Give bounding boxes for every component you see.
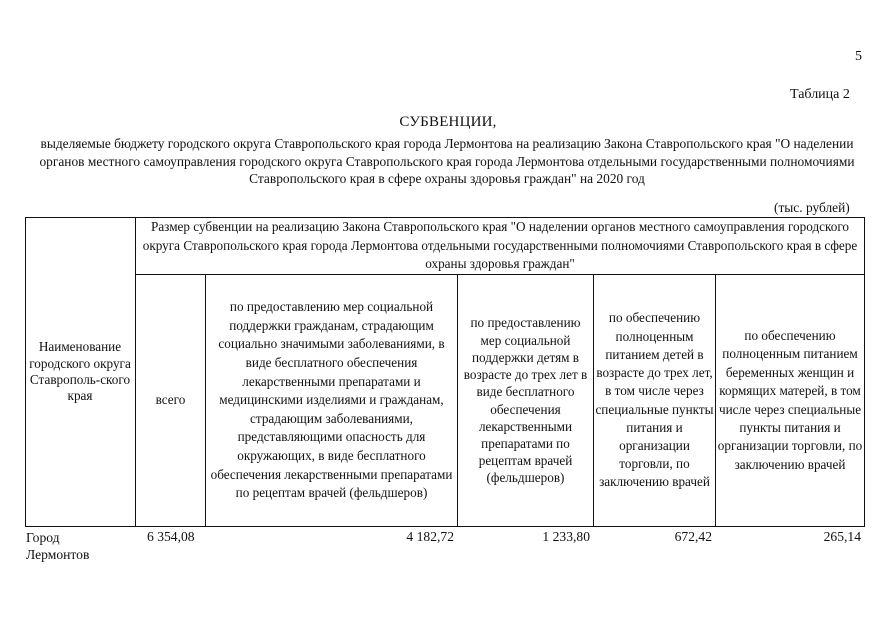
value-social-support: 4 182,72 [406,529,454,544]
header-col-children-medicine: по предоставлению мер социальной поддержки детям в возрасте до трех лет в виде бесплатного обеспечения лекарственными препаратами по рецептам врачей (фельдшеров) [463,315,588,486]
value-mothers-nutrition: 265,14 [823,529,861,544]
table-border-col4 [593,274,594,527]
header-col-mothers-nutrition: по обеспечению полноценным питанием беременных женщин и кормящих матерей, в том числе через специальные пункты питания и организации торговли, по заключению врачей [717,327,863,472]
document-title: СУБВЕНЦИИ, [399,114,497,130]
header-col-total: всего [155,392,186,408]
value-total: 6 354,08 [147,529,195,544]
table-border-col2 [205,274,206,527]
header-col-children-nutrition: по обеспечению полноценным питанием детей в возрасте до трех лет, в том числе через специальные пункты питания и организации торговли, по заключению врачей [595,310,714,490]
table-label: Таблица 2 [790,87,850,102]
value-children-medicine: 1 233,80 [542,529,590,544]
value-children-nutrition: 672,42 [674,529,712,544]
table-border-col3 [457,274,458,527]
table-border-col5 [715,274,716,527]
table-border-col1 [135,217,136,527]
page-number: 5 [855,49,862,64]
document-subtitle: выделяемые бюджету городского округа Ставропольского края города Лермонтова на реализацию Закона Ставропольского края "О наделении органов местного самоуправления городского округа Ставропольского края города Лермонтова отдельными государственными полномочиями Ставропольского края в сфере охраны здоровья граждан" на 2020 год [39,136,855,186]
table-border-right [864,217,865,527]
units-label: (тыс. рублей) [774,200,850,215]
table-border-header-bottom [25,526,865,527]
header-col-social-support: по предоставлению мер социальной поддержки гражданам, страдающим социально значимыми заболеваниями, в виде бесплатного обеспечения лекарственными препаратами и медицинскими изделиями и гражданам, страдающим заболеваниями, представляющими опасность для окружающих, в виде бесплатного обеспечения лекарственными препаратами по рецептам врачей (фельдшеров) [210,299,453,501]
header-subsidy-group: Размер субвенции на реализацию Закона Ставропольского края "О наделении органов местного самоуправления городского округа Ставропольского края города Лермонтова отдельными государственными полномочиями Ставропольского края в сфере охраны здоровья граждан" [142,219,858,272]
table-border-left [25,217,26,527]
row-municipality-name: Город Лермонтов [26,530,90,562]
header-municipality-name: Наименование городского округа Ставрополь-ского края [29,339,131,404]
